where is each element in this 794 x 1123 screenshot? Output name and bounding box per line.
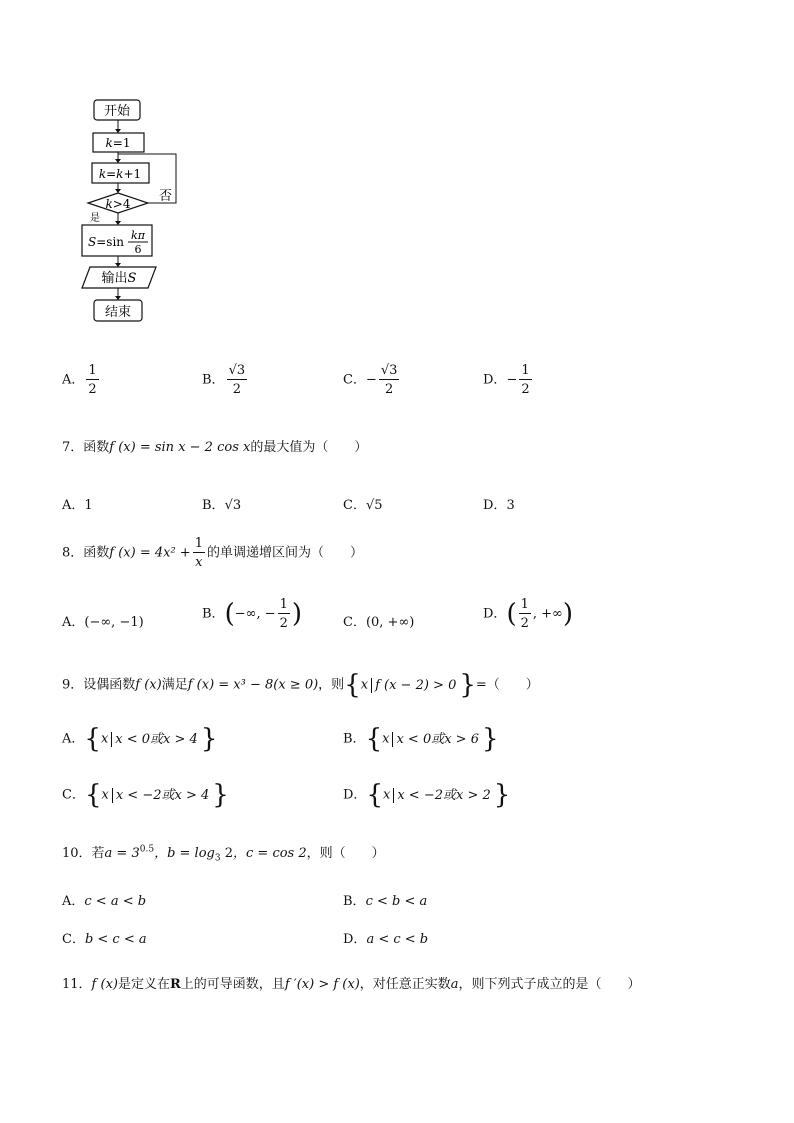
- svg-text:S=sin: S=sin: [88, 235, 125, 249]
- q8-option-d: D．( $\frac{1}{2}$ , +∞): [483, 597, 574, 631]
- q9-stem: 9．设偶函数f (x)满足f (x) = x³ − 8(x ≥ 0)，则{x f (x − 2) > 0 }=（ ）: [62, 670, 539, 700]
- svg-text:输出S: 输出S: [101, 271, 137, 286]
- svg-text:k=1: k=1: [105, 136, 131, 150]
- q7-option-a: A．1: [62, 498, 93, 513]
- q8-option-b: B．(−∞, − $\frac{1}{2}$ ): [202, 597, 303, 631]
- q10-option-d: D．a < c < b: [343, 932, 429, 947]
- svg-text:k>4: k>4: [105, 197, 131, 211]
- flowchart: [76, 96, 186, 328]
- q7-option-d: D．3: [483, 498, 515, 513]
- q9-option-a: A．{x x < 0或x > 4 }: [62, 724, 218, 754]
- q6-option-a: A． $\frac{1}{2}$: [62, 363, 97, 397]
- flowchart-no-label: 否: [159, 189, 173, 204]
- flowchart-yes-label: 是: [90, 213, 100, 224]
- svg-text:6: 6: [134, 243, 142, 256]
- svg-text:k=k+1: k=k+1: [98, 167, 142, 181]
- q7-option-c: C．√5: [343, 498, 383, 513]
- q8-option-a: A．(−∞, −1): [62, 615, 144, 630]
- q10-option-b: B．c < b < a: [343, 894, 428, 909]
- q6-option-c: C．− $\frac{√3}{2}$: [343, 363, 398, 397]
- flowchart-end-text: 结束: [104, 305, 132, 320]
- q9-option-b: B．{x x < 0或x > 6 }: [343, 724, 499, 754]
- q8-stem: 8．函数f (x) = 4x² + $\frac{1}{x}$ 的单调递增区间为（ ）: [62, 536, 363, 570]
- q10-option-a: A．c < a < b: [62, 894, 147, 909]
- q9-option-c: C．{x x < −2或x > 4 }: [62, 780, 229, 810]
- q10-stem: 10．若$a = 3^{0.5}$，$b = \log_3 2$，c = cos 2，则（ ）: [62, 844, 385, 864]
- svg-text:kπ: kπ: [131, 229, 145, 242]
- q10-option-c: C．b < c < a: [62, 932, 147, 947]
- q6-option-d: D．− $\frac{1}{2}$: [483, 363, 530, 397]
- q8-option-c: C．(0, +∞): [343, 615, 415, 630]
- q9-option-d: D．{x x < −2或x > 2 }: [343, 780, 511, 810]
- flowchart-start-text: 开始: [103, 104, 131, 119]
- q7-stem: 7．函数f (x) = sin x − 2 cos x的最大值为（ ）: [62, 440, 368, 455]
- q11-stem: 11．f (x)是定义在R上的可导函数，且f ′(x) > f (x)，对任意正实数a，则下列式子成立的是（ ）: [62, 977, 641, 992]
- q6-option-b: B． $\frac{√3}{2}$: [202, 363, 246, 397]
- q7-option-b: B．√3: [202, 498, 242, 513]
